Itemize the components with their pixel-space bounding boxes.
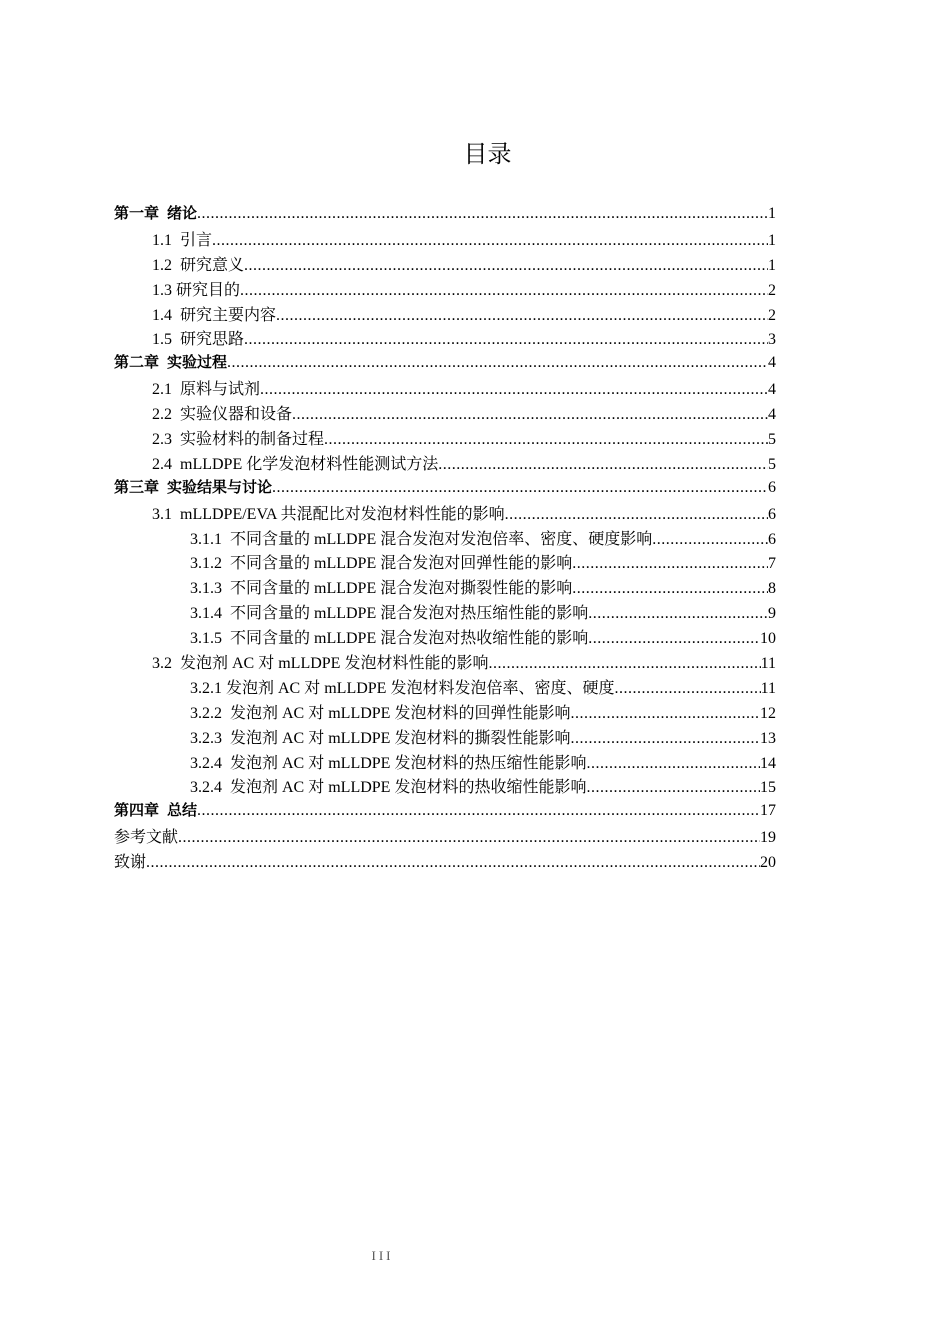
toc-entry-page: 8 (768, 580, 776, 598)
table-of-contents (114, 202, 776, 874)
dot-leader (240, 282, 768, 300)
toc-entry-number: 2.1 (152, 381, 172, 399)
toc-entry-page: 2 (768, 306, 776, 324)
toc-entry-page: 13 (760, 729, 776, 747)
toc-entry-page: 12 (760, 704, 776, 722)
dot-leader (570, 730, 760, 748)
toc-entry-number: 1.4 (152, 306, 172, 324)
toc-entry-text: 参考文献 (114, 829, 179, 847)
toc-entry-text: 研究主要内容 (180, 306, 277, 324)
toc-entry-page: 6 (768, 478, 776, 496)
toc-entry-number: 3.1.3 (190, 580, 222, 598)
toc-entry-page: 1 (768, 256, 776, 274)
toc-entry-1-2[interactable] (114, 252, 776, 277)
dot-leader (505, 506, 768, 524)
toc-entry-text: 不同含量的 mLLDPE 混合发泡对撕裂性能的影响 (230, 580, 573, 598)
dot-leader (488, 655, 760, 673)
toc-entry-number: 1.2 (152, 256, 172, 274)
dot-leader (614, 680, 760, 698)
dot-leader (572, 555, 768, 573)
toc-entry-number: 3.2 (152, 655, 172, 673)
toc-entry-text: 引言 (180, 231, 213, 249)
toc-entry-3-2-1[interactable] (114, 675, 776, 700)
dot-leader (586, 779, 760, 797)
toc-entry-references[interactable] (114, 824, 776, 849)
toc-entry-3-2-2[interactable] (114, 700, 776, 725)
toc-entry-number: 3.1.5 (190, 630, 222, 648)
toc-entry-3-2-4[interactable] (114, 750, 776, 775)
dot-leader (588, 605, 768, 623)
toc-entry-page: 3 (768, 331, 776, 349)
dot-leader (586, 755, 760, 773)
toc-entry-page: 1 (768, 231, 776, 249)
toc-entry-page: 2 (768, 281, 776, 299)
toc-entry-number: 1.1 (152, 231, 172, 249)
toc-entry-number: 3.2.4 (190, 754, 222, 772)
toc-entry-number: 第三章 (114, 477, 160, 496)
dot-leader (260, 381, 768, 399)
toc-entry-2-2[interactable] (114, 401, 776, 426)
toc-entry-1-5[interactable] (114, 326, 776, 351)
dot-leader (292, 406, 768, 424)
toc-entry-chapter-1[interactable] (114, 202, 776, 227)
toc-entry-text: 发泡剂 AC 对 mLLDPE 发泡材料的热收缩性能影响 (230, 779, 587, 797)
dot-leader (572, 580, 768, 598)
toc-entry-page: 4 (768, 354, 776, 372)
dot-leader (227, 354, 768, 372)
toc-entry-page: 5 (768, 431, 776, 449)
toc-entry-text: 不同含量的 mLLDPE 混合发泡对回弹性能的影响 (230, 555, 573, 573)
toc-entry-1-4[interactable] (114, 302, 776, 327)
dot-leader (244, 257, 768, 275)
toc-entry-page: 9 (768, 605, 776, 623)
toc-entry-page: 4 (768, 406, 776, 424)
toc-entry-page: 10 (760, 630, 776, 648)
toc-entry-chapter-2[interactable] (114, 351, 776, 376)
toc-entry-text: 原料与试剂 (180, 381, 261, 399)
toc-entry-number: 2.3 (152, 431, 172, 449)
toc-entry-text: mLLDPE 化学发泡材料性能测试方法 (180, 455, 439, 473)
toc-entry-chapter-3[interactable] (114, 476, 776, 501)
dot-leader (244, 331, 768, 349)
dot-leader (272, 479, 768, 497)
dot-leader (570, 705, 760, 723)
toc-entry-3-2[interactable] (114, 650, 776, 675)
toc-entry-text: 不同含量的 mLLDPE 混合发泡对热收缩性能的影响 (230, 630, 589, 648)
toc-entry-2-4[interactable] (114, 451, 776, 476)
toc-entry-number: 2.4 (152, 455, 172, 473)
toc-entry-page: 7 (768, 555, 776, 573)
page-number-footer: III (371, 1248, 394, 1263)
toc-entry-page: 20 (760, 854, 776, 872)
toc-entry-3-1-4[interactable] (114, 600, 776, 625)
toc-entry-3-1[interactable] (114, 501, 776, 526)
toc-entry-number: 3.2.1 (190, 679, 222, 697)
toc-entry-number: 1.3 (152, 281, 172, 299)
toc-entry-1-3[interactable] (114, 277, 776, 302)
toc-entry-text: 实验材料的制备过程 (180, 431, 325, 449)
toc-entry-number: 3.2.4 (190, 779, 222, 797)
dot-leader (178, 829, 760, 847)
toc-entry-text: 研究思路 (180, 331, 245, 349)
toc-entry-number: 3.1.1 (190, 530, 222, 548)
toc-entry-text: 发泡剂 AC 对 mLLDPE 发泡材料性能的影响 (180, 655, 489, 673)
toc-entry-number: 3.2.2 (190, 704, 222, 722)
dot-leader (438, 456, 768, 474)
toc-entry-page: 11 (760, 655, 776, 673)
toc-entry-text: 致谢 (114, 854, 147, 872)
toc-entry-page: 19 (760, 829, 776, 847)
toc-entry-page: 1 (768, 205, 776, 222)
toc-entry-page: 6 (768, 505, 776, 523)
toc-entry-number: 3.2.3 (190, 729, 222, 747)
toc-entry-number: 3.1 (152, 505, 172, 523)
toc-entry-3-1-5[interactable] (114, 625, 776, 650)
toc-entry-text: mLLDPE/EVA 共混配比对发泡材料性能的影响 (180, 505, 505, 523)
dot-leader (276, 307, 768, 325)
toc-entry-text: 发泡剂 AC 对 mLLDPE 发泡材料发泡倍率、密度、硬度 (226, 679, 615, 697)
toc-entry-3-2-3[interactable] (114, 725, 776, 750)
toc-entry-page: 14 (760, 754, 776, 772)
toc-entry-text: 发泡剂 AC 对 mLLDPE 发泡材料的回弹性能影响 (230, 704, 571, 722)
toc-entry-text: 总结 (167, 801, 198, 820)
toc-entry-number: 第四章 (114, 801, 160, 820)
toc-entry-text: 不同含量的 mLLDPE 混合发泡对热压缩性能的影响 (230, 605, 589, 623)
toc-entry-text: 实验结果与讨论 (167, 477, 273, 496)
toc-entry-acknowledgements[interactable] (114, 849, 776, 874)
toc-entry-text: 实验仪器和设备 (180, 406, 293, 424)
toc-entry-number: 第二章 (114, 353, 160, 372)
toc-entry-text: 不同含量的 mLLDPE 混合发泡对发泡倍率、密度、硬度影响 (230, 530, 653, 548)
toc-entry-page: 17 (760, 802, 776, 820)
toc-entry-number: 第一章 (114, 204, 160, 222)
toc-entry-page: 15 (760, 779, 776, 797)
dot-leader (212, 232, 768, 250)
toc-entry-number: 3.1.4 (190, 605, 222, 623)
toc-entry-number: 1.5 (152, 331, 172, 349)
toc-entry-text: 研究意义 (180, 256, 245, 274)
toc-entry-2-3[interactable] (114, 426, 776, 451)
toc-entry-number: 3.1.2 (190, 555, 222, 573)
dot-leader (324, 431, 768, 449)
toc-entry-3-1-3[interactable] (114, 575, 776, 600)
dot-leader (197, 802, 760, 820)
toc-entry-page: 4 (768, 381, 776, 399)
toc-entry-text: 发泡剂 AC 对 mLLDPE 发泡材料的撕裂性能影响 (230, 729, 571, 747)
toc-entry-text: 绪论 (167, 204, 198, 222)
toc-entry-3-1-1[interactable] (114, 526, 776, 551)
dot-leader (197, 205, 768, 223)
toc-entry-1-1[interactable] (114, 227, 776, 252)
toc-entry-2-1[interactable] (114, 376, 776, 401)
toc-entry-3-2-4-b[interactable] (114, 774, 776, 799)
toc-entry-page: 6 (768, 530, 776, 548)
dot-leader (652, 531, 768, 549)
toc-title: 目录 (463, 140, 512, 168)
toc-entry-number: 2.2 (152, 406, 172, 424)
dot-leader (588, 630, 760, 648)
toc-entry-3-1-2[interactable] (114, 550, 776, 575)
dot-leader (146, 854, 760, 872)
toc-entry-page: 11 (760, 679, 776, 697)
toc-entry-page: 5 (768, 455, 776, 473)
toc-entry-text: 实验过程 (167, 353, 228, 372)
toc-entry-chapter-4[interactable] (114, 799, 776, 824)
toc-entry-text: 研究目的 (176, 281, 241, 299)
toc-entry-text: 发泡剂 AC 对 mLLDPE 发泡材料的热压缩性能影响 (230, 754, 587, 772)
